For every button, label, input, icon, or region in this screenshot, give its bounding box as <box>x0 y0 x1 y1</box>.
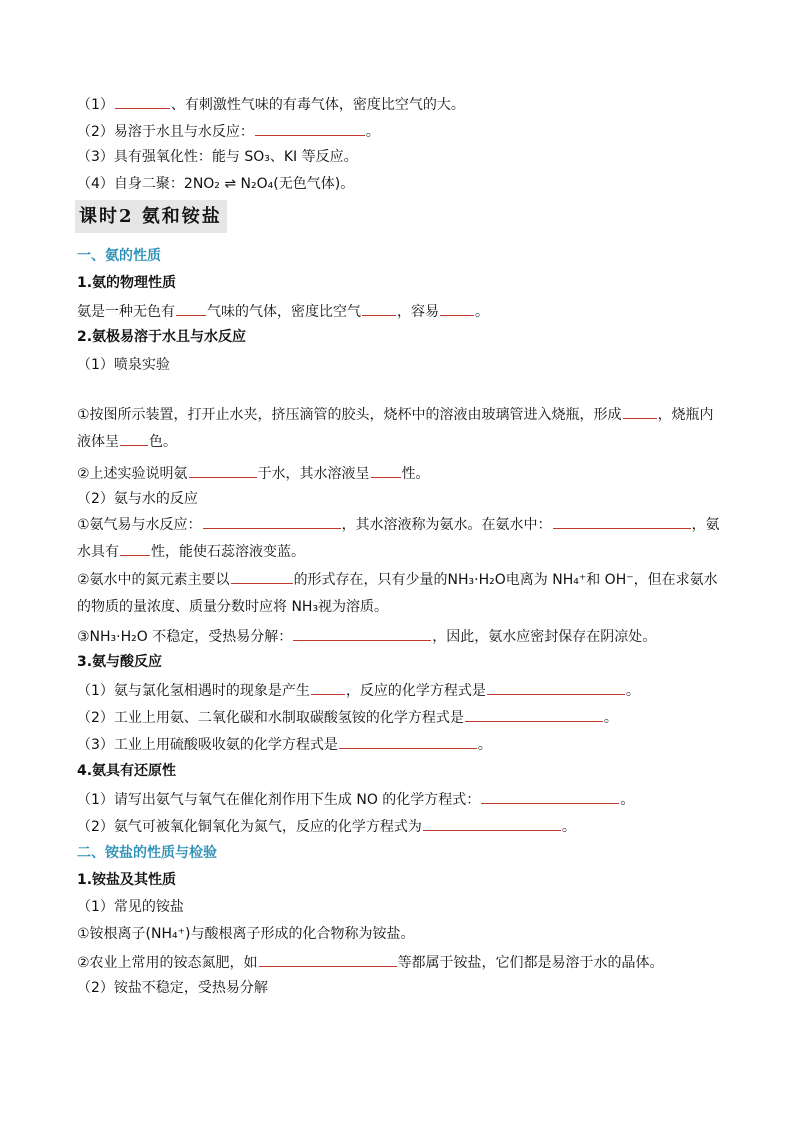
para-fountain-2 <box>77 463 722 484</box>
answer-blank[interactable] <box>203 514 341 529</box>
answer-blank[interactable] <box>487 680 625 695</box>
text: 气味的气体，密度比空气 <box>207 304 361 320</box>
text: ，容易 <box>397 304 439 320</box>
para-acid-1 <box>77 680 722 701</box>
answer-blank[interactable] <box>231 569 293 584</box>
lesson-title: 课时2 氨和铵盐 <box>75 200 227 233</box>
para-reaction-1 <box>77 512 722 566</box>
text: 。 <box>365 124 380 140</box>
text: 等都属于铵盐，它们都是易溶于水的晶体。 <box>397 955 664 971</box>
text: 色。 <box>149 434 177 450</box>
answer-blank[interactable] <box>311 680 345 695</box>
text: （2）工业上用氨、二氧化碳和水制取碳酸氢铵的化学方程式是 <box>77 710 464 726</box>
para-reducing-2 <box>77 816 722 837</box>
para-fountain-1 <box>77 402 722 456</box>
text: （2）易溶于水且与水反应： <box>77 124 254 140</box>
answer-blank[interactable] <box>371 463 401 478</box>
text: ②农业上常用的铵态氮肥，如 <box>77 955 258 971</box>
para-acid-3 <box>77 734 722 755</box>
text: 。 <box>625 683 640 699</box>
answer-blank[interactable] <box>176 301 206 316</box>
answer-blank[interactable] <box>553 514 691 529</box>
answer-blank[interactable] <box>255 121 365 136</box>
text: 性。 <box>401 466 430 482</box>
text: （2）氨气可被氧化铜氧化为氮气，反应的化学方程式为 <box>77 819 422 835</box>
text: ，因此，氨水应密封保存在阴凉处。 <box>432 629 657 645</box>
text: 、有刺激性气味的有毒气体，密度比空气的大。 <box>170 97 465 113</box>
section-heading-2: 二、铵盐的性质与检验 <box>77 845 217 861</box>
line-top-4: （4）自身二聚：2NO₂ ⇌ N₂O₄(无色气体)。 <box>77 176 355 192</box>
text: 氨是一种无色有 <box>77 304 175 320</box>
subheading-physical: 1.氨的物理性质 <box>77 275 177 291</box>
text: ①按图所示装置，打开止水夹，挤压滴管的胶头，烧杯中的溶液由玻璃管进入烧瓶，形成 <box>77 407 622 423</box>
text: ，反应的化学方程式是 <box>345 683 486 699</box>
text: 于水，其水溶液呈 <box>257 466 370 482</box>
subheading-ammonium: 1.铵盐及其性质 <box>77 872 177 888</box>
sub-fountain: （1）喷泉实验 <box>77 357 170 373</box>
text: ①氨气易与水反应： <box>77 517 202 533</box>
text: ②氨水中的氮元素主要以 <box>77 572 230 588</box>
answer-blank[interactable] <box>293 626 431 641</box>
para-reducing-1 <box>77 789 722 810</box>
para-reaction-2 <box>77 567 722 621</box>
text: ②上述实验说明氨 <box>77 466 188 482</box>
text: 的形式存在，只有少量的NH₃·H₂O电离为 NH₄⁺和 OH⁻，但在求氨水的物质的量浓度、质量分数时应将 NH₃视为溶质。 <box>77 572 718 615</box>
answer-blank[interactable] <box>623 404 657 419</box>
text: ，其水溶液称为氨水。在氨水中： <box>341 517 552 533</box>
text: 。 <box>603 710 618 726</box>
text: 。 <box>561 819 576 835</box>
answer-blank[interactable] <box>481 789 619 804</box>
para-acid-2 <box>77 707 722 728</box>
section-heading-1: 一、氨的性质 <box>77 248 161 264</box>
sub-ammonia-water: （2）氨与水的反应 <box>77 491 198 507</box>
para-salts-1: ①铵根离子(NH₄⁺)与酸根离子形成的化合物称为铵盐。 <box>77 926 415 942</box>
answer-blank[interactable] <box>423 816 561 831</box>
answer-blank[interactable] <box>120 431 148 446</box>
answer-blank[interactable] <box>339 734 477 749</box>
subheading-solubility: 2.氨极易溶于水且与水反应 <box>77 329 247 345</box>
text: 性，能使石蕊溶液变蓝。 <box>151 544 305 560</box>
line-top-1 <box>77 94 722 115</box>
text: ，氨水具有 <box>77 517 720 560</box>
para-salts-2 <box>77 952 722 973</box>
answer-blank[interactable] <box>259 952 397 967</box>
answer-blank[interactable] <box>120 541 150 556</box>
text: 。 <box>477 737 492 753</box>
sub-common-salts: （1）常见的铵盐 <box>77 899 184 915</box>
text: （1） <box>77 97 114 113</box>
answer-blank[interactable] <box>362 301 396 316</box>
para-reaction-3 <box>77 626 722 647</box>
answer-blank[interactable] <box>440 301 474 316</box>
line-top-2 <box>77 121 722 142</box>
answer-blank[interactable] <box>465 707 603 722</box>
subheading-acid: 3.氨与酸反应 <box>77 654 163 670</box>
answer-blank[interactable] <box>189 463 257 478</box>
text: ③NH₃·H₂O 不稳定，受热易分解： <box>77 629 293 645</box>
para-physical <box>77 301 722 322</box>
text: 。 <box>475 304 489 320</box>
text: ，烧瓶内液体呈 <box>77 407 714 450</box>
text: 。 <box>620 792 635 808</box>
text: （1）氨与氯化氢相遇时的现象是产生 <box>77 683 310 699</box>
subheading-reducing: 4.氨具有还原性 <box>77 763 177 779</box>
sub-unstable: （2）铵盐不稳定，受热易分解 <box>77 980 268 996</box>
answer-blank[interactable] <box>115 94 170 109</box>
text: （1）请写出氨气与氧气在催化剂作用下生成 NO 的化学方程式： <box>77 792 481 808</box>
line-top-3: （3）具有强氧化性：能与 SO₃、KI 等反应。 <box>77 149 358 165</box>
text: （3）工业上用硫酸吸收氨的化学方程式是 <box>77 737 338 753</box>
